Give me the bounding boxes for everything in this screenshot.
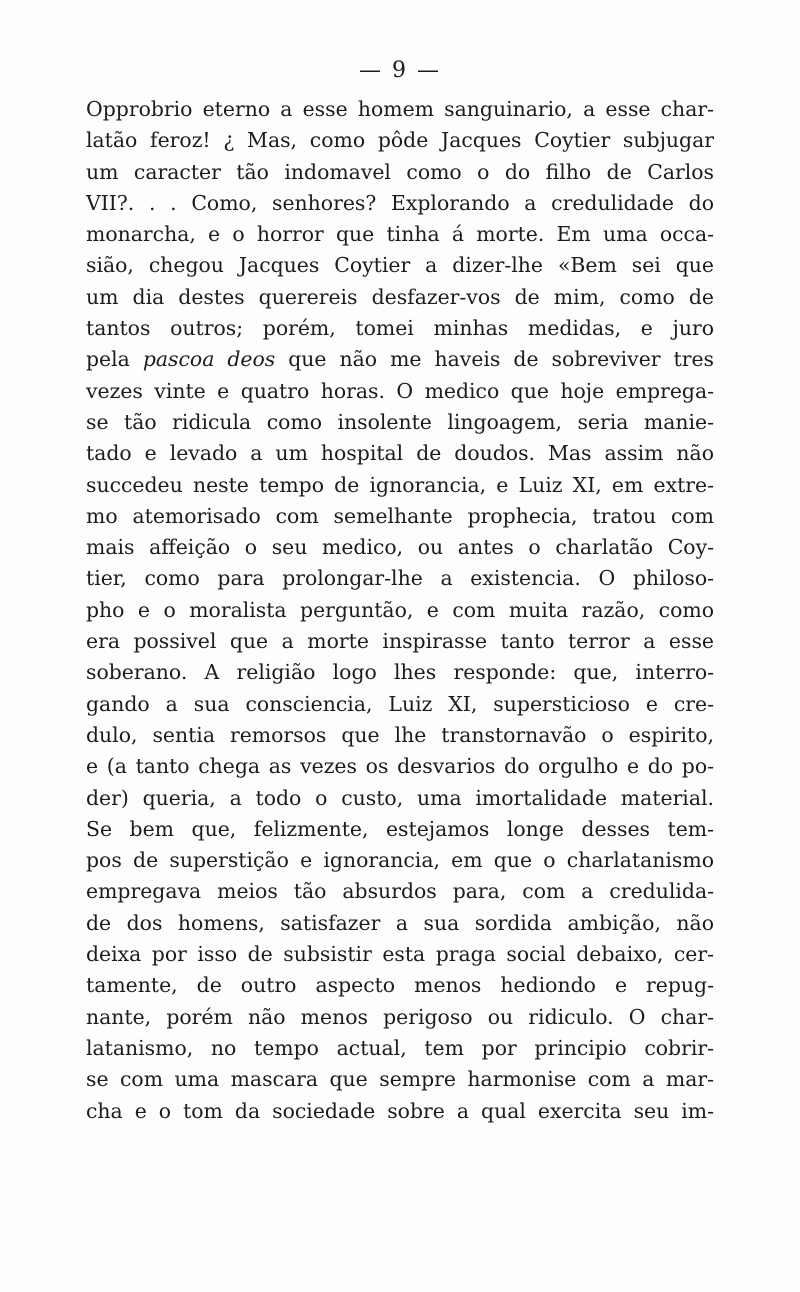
body-text bbox=[86, 94, 714, 1127]
page-number: — 9 — bbox=[359, 58, 441, 83]
text-line: empregava meios tão absurdos para, com a credulida- bbox=[86, 879, 714, 904]
text-line: mais affeição o seu medico, ou antes o charlatão Coy- bbox=[86, 535, 714, 560]
text-line: tamente, de outro aspecto menos hediondo e repug- bbox=[86, 973, 714, 998]
text-line: Opprobrio eterno a esse homem sanguinario, a esse char- bbox=[86, 97, 714, 121]
text-line: deixa por isso de subsistir esta praga social debaixo, cer- bbox=[86, 942, 714, 967]
text-line: um dia destes querereis desfazer-vos de mim, como de bbox=[86, 284, 714, 309]
text-line: der) queria, a todo o custo, uma imortalidade material. bbox=[86, 785, 714, 810]
text-line: pos de superstição e ignorancia, em que o charlatanismo bbox=[86, 848, 714, 873]
text-line: era possivel que a morte inspirasse tanto terror a esse bbox=[86, 629, 714, 654]
text-line: VII?. . . Como, senhores? Explorando a credulidade do bbox=[86, 190, 714, 215]
text-line: succedeu neste tempo de ignorancia, e Luiz XI, em extre- bbox=[86, 472, 714, 497]
text-line: latão feroz! ¿ Mas, como pôde Jacques Coytier subjugar bbox=[86, 128, 714, 153]
text-line: monarcha, e o horror que tinha á morte. Em uma occa- bbox=[86, 222, 714, 247]
text-line: latanismo, no tempo actual, tem por principio cobrir- bbox=[86, 1035, 714, 1060]
text-line: tado e levado a um hospital de doudos. Mas assim não bbox=[86, 441, 714, 466]
text-line: pho e o moralista perguntão, e com muita razão, como bbox=[86, 597, 714, 622]
text-line: mo atemorisado com semelhante prophecia, tratou com bbox=[86, 503, 714, 528]
text-line: Se bem que, felizmente, estejamos longe desses tem- bbox=[86, 816, 714, 841]
text-line: tier, como para prolongar-lhe a existencia. O philoso- bbox=[86, 566, 714, 591]
text-line: cha e o tom da sociedade sobre a qual exercita seu im- bbox=[86, 1098, 714, 1123]
text-line: vezes vinte e quatro horas. O medico que hoje emprega- bbox=[86, 378, 714, 403]
text-line: sião, chegou Jacques Coytier a dizer-lhe «Bem sei que bbox=[86, 253, 714, 278]
text-line: dulo, sentia remorsos que lhe transtornavão o espirito, bbox=[86, 722, 714, 747]
text-line: gando a sua consciencia, Luiz XI, supersticioso e cre- bbox=[86, 691, 714, 716]
text-line: soberano. A religião logo lhes responde: que, interro- bbox=[86, 660, 714, 685]
text-line: tantos outros; porém, tomei minhas medidas, e juro bbox=[86, 316, 714, 341]
text-line: de dos homens, satisfazer a sua sordida ambição, não bbox=[86, 910, 714, 935]
italic-phrase: pascoa deos bbox=[142, 347, 276, 372]
text-line-with-italic: pela pascoa deos que não me haveis de sobreviver tres bbox=[86, 347, 714, 372]
text-line: se tão ridicula como insolente lingoagem, seria manie- bbox=[86, 409, 714, 434]
text-line: um caracter tão indomavel como o do filho de Carlos bbox=[86, 159, 714, 184]
text-line: nante, porém não menos perigoso ou ridiculo. O char- bbox=[86, 1004, 714, 1029]
text-line: e (a tanto chega as vezes os desvarios do orgulho e do po- bbox=[86, 754, 714, 779]
text-line: se com uma mascara que sempre harmonise com a mar- bbox=[86, 1067, 714, 1092]
